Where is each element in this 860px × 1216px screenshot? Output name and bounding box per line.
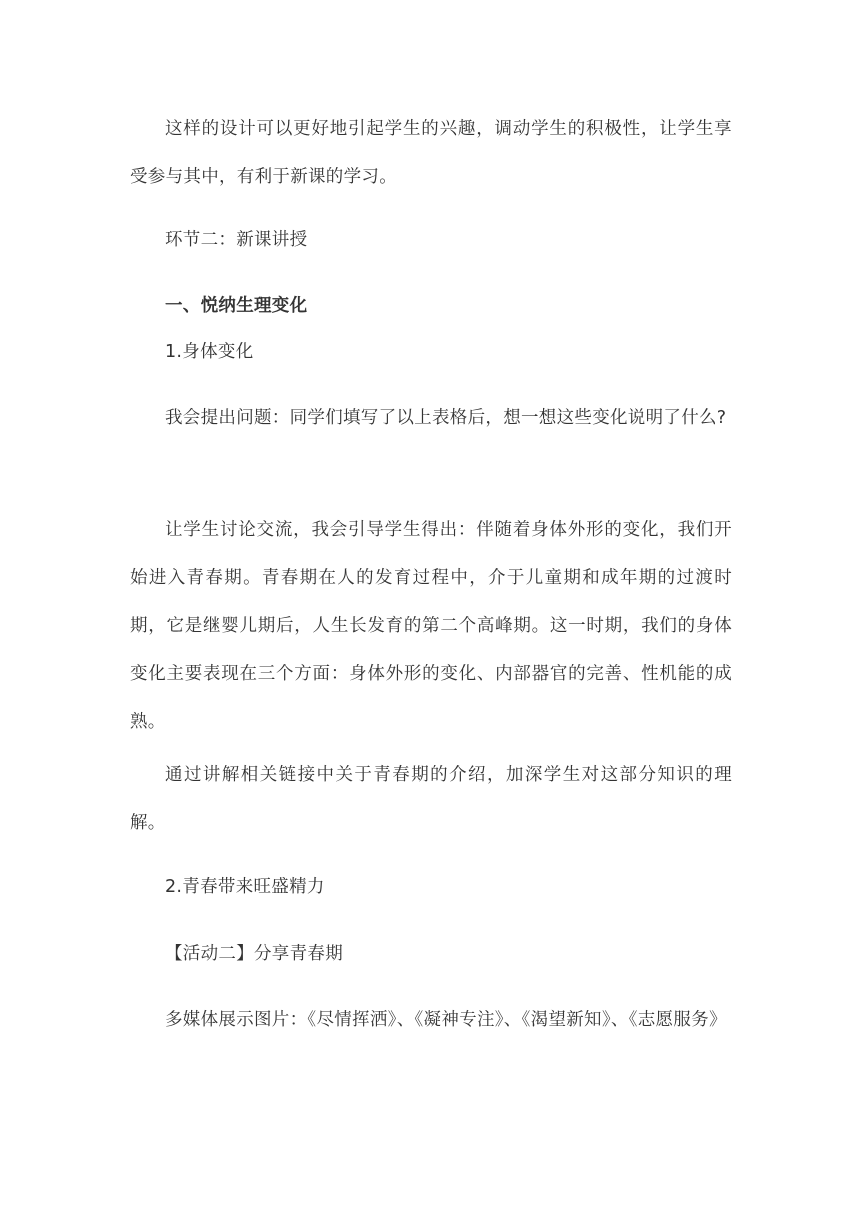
subheading-body-changes: 1.身体变化 xyxy=(165,342,254,362)
section-stage-two: 环节二：新课讲授 xyxy=(165,230,308,250)
paragraph-discussion: 让学生讨论交流，我会引导学生得出：伴随着身体外形的变化，我们开始进入青春期。青春期在人的发育过程中，介于儿童期和成年期的过渡时期，它是继婴儿期后，人生长发育的第二个高峰期。这一时期，我们的身体变化主要表现在三个方面：身体外形的变化、内部器官的完善、性机能的成熟。 xyxy=(130,520,732,732)
activity-two-title: 【活动二】分享青春期 xyxy=(165,944,343,964)
subheading-youth-energy: 2.青春带来旺盛精力 xyxy=(165,877,325,897)
heading-physiological-changes: 一、悦纳生理变化 xyxy=(165,296,308,316)
paragraph-question: 我会提出问题：同学们填写了以上表格后，想一想这些变化说明了什么? xyxy=(165,408,727,428)
paragraph-explanation: 通过讲解相关链接中关于青春期的介绍，加深学生对这部分知识的理解。 xyxy=(130,765,732,833)
paragraph-multimedia: 多媒体展示图片：《尽情挥洒》、《凝神专注》、《渴望新知》、《志愿服务》 xyxy=(165,1010,727,1030)
paragraph-design-intent: 这样的设计可以更好地引起学生的兴趣，调动学生的积极性，让学生享受参与其中，有利于新课的学习。 xyxy=(130,119,732,187)
